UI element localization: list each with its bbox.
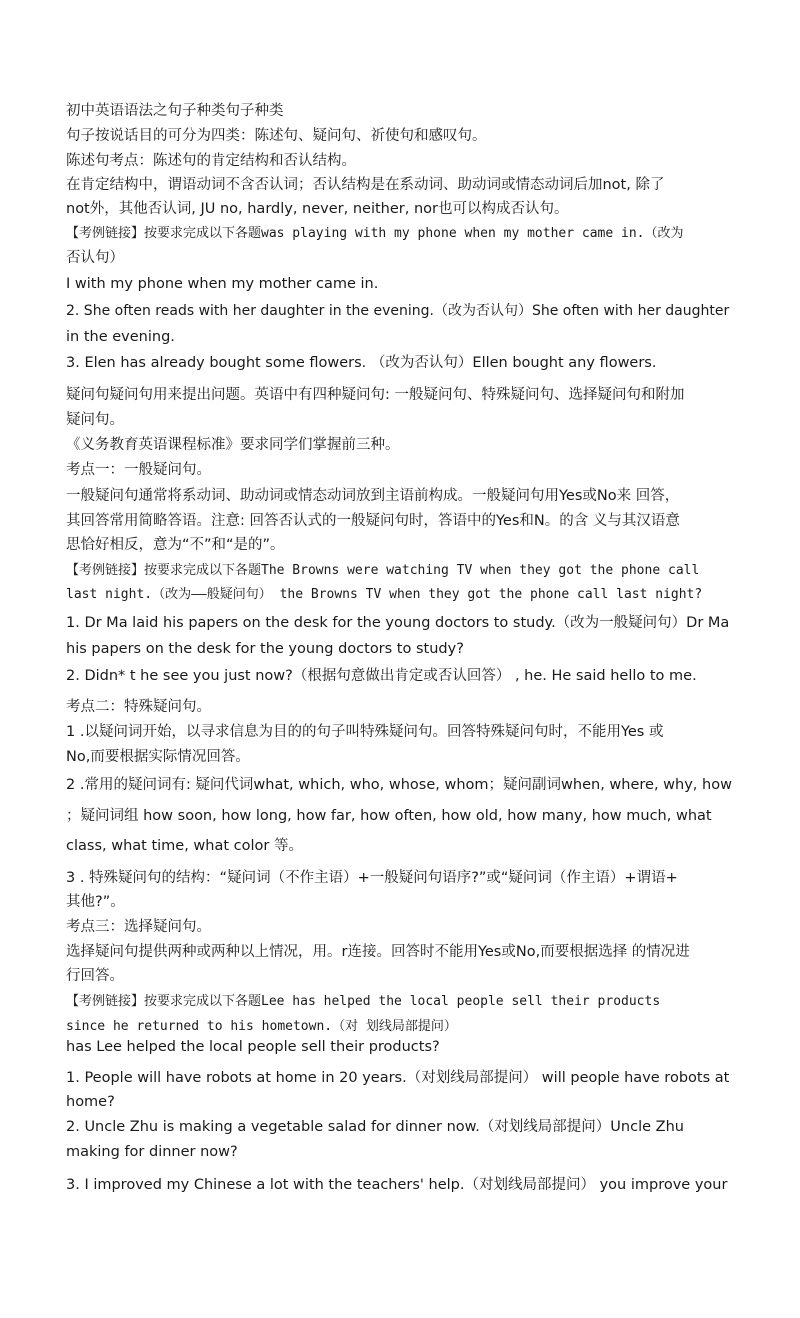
text-line: 行回答。 bbox=[66, 968, 124, 984]
answer-line: I with my phone when my mother came in. bbox=[66, 276, 379, 292]
exercise-item: 1. Dr Ma laid his papers on the desk for the young doctors to study.（改为一般疑问句）Dr Ma bbox=[66, 615, 730, 631]
text-line: 3 . 特殊疑问句的结构：“疑问词（不作主语）+一般疑问句语序?”或“疑问词（作主语）+谓语+ bbox=[66, 870, 678, 886]
text-line: 其回答常用简略答语。注意: 回答否认式的一般疑问句时，答语中的Yes和N。的含 义与其汉语意 bbox=[66, 513, 680, 529]
exercise-item: 2. Didn* t he see you just now?（根据句意做出肯定或否认回答） , he. He said hello to me. bbox=[66, 668, 697, 684]
answer-line: has Lee helped the local people sell their products? bbox=[66, 1039, 440, 1055]
text-line: home? bbox=[66, 1094, 115, 1110]
text-line: 选择疑问句提供两种或两种以上情况，用。r连接。回答时不能用Yes或No,而要根据选择 的情况进 bbox=[66, 944, 690, 960]
text-line: 疑问句。 bbox=[66, 412, 124, 428]
section-heading: 考点三：选择疑问句。 bbox=[66, 919, 211, 935]
text-line: 1 .以疑问词开始，以寻求信息为目的的句子叫特殊疑问句。回答特殊疑问句时，不能用Yes 或 bbox=[66, 724, 664, 740]
text-line: 其他?”。 bbox=[66, 894, 125, 910]
exercise-link: 【考例链接】按要求完成以下各题was playing with my phone when my mother came in.（改为 bbox=[66, 226, 684, 241]
text-line: 句子按说话目的可分为四类：陈述句、疑问句、祈使句和感叹句。 bbox=[66, 128, 487, 144]
section-heading: 疑问句疑问句用来提出问题。英语中有四种疑问句: 一般疑问句、特殊疑问句、选择疑问句和附加 bbox=[66, 387, 685, 403]
text-line: his papers on the desk for the young doctors to study? bbox=[66, 641, 464, 657]
text-line: class, what time, what color 等。 bbox=[66, 838, 303, 854]
text-line: not外，其他否认词, JU no, hardly, never, neither, nor也可以构成否认句。 bbox=[66, 201, 569, 217]
text-line: 否认句） bbox=[66, 250, 124, 266]
exercise-item: 1. People will have robots at home in 20 years.（对划线局部提问） will people have robots at bbox=[66, 1070, 730, 1086]
text-line: making for dinner now? bbox=[66, 1144, 238, 1160]
section-heading: 陈述句考点：陈述句的肯定结构和否认结构。 bbox=[66, 153, 356, 169]
text-line: in the evening. bbox=[66, 329, 175, 345]
text-line: 思恰好相反，意为“不”和“是的”。 bbox=[66, 537, 285, 553]
exercise-item: 3. Elen has already bought some flowers. （改为否认句）Ellen bought any flowers. bbox=[66, 355, 657, 371]
text-line: last night.（改为——般疑问句） the Browns TV when they got the phone call last night? bbox=[66, 587, 703, 602]
text-line: 2 .常用的疑问词有: 疑问代词what, which, who, whose, whom；疑问副词when, where, why, how bbox=[66, 777, 732, 793]
text-line: 《义务教育英语课程标准》要求同学们掌握前三种。 bbox=[66, 437, 400, 453]
text-line: No,而要根据实际情况回答。 bbox=[66, 749, 250, 765]
exercise-link: 【考例链接】按要求完成以下各题The Browns were watching TV when they got the phone call bbox=[66, 563, 700, 578]
text-line: since he returned to his hometown.（对 划线局部提问） bbox=[66, 1019, 457, 1034]
section-heading: 考点一：一般疑问句。 bbox=[66, 462, 211, 478]
text-line: ；疑问词组 how soon, how long, how far, how often, how old, how many, how much, what bbox=[66, 808, 712, 824]
exercise-link: 【考例链接】按要求完成以下各题Lee has helped the local people sell their products bbox=[66, 994, 661, 1009]
text-line: 一般疑问句通常将系动词、助动词或情态动词放到主语前构成。一般疑问句用Yes或No来 回答， bbox=[66, 488, 680, 504]
document-title: 初中英语语法之句子种类句子种类 bbox=[66, 103, 284, 119]
exercise-item: 3. I improved my Chinese a lot with the teachers' help.（对划线局部提问） you improve your bbox=[66, 1177, 728, 1193]
text-line: 在肯定结构中，谓语动词不含否认词；否认结构是在系动词、助动词或情态动词后加not, 除了 bbox=[66, 177, 665, 193]
exercise-item: 2. Uncle Zhu is making a vegetable salad for dinner now.（对划线局部提问）Uncle Zhu bbox=[66, 1119, 684, 1135]
exercise-item: 2. She often reads with her daughter in the evening.（改为否认句）She often with her daughter bbox=[66, 303, 730, 319]
section-heading: 考点二：特殊疑问句。 bbox=[66, 699, 211, 715]
